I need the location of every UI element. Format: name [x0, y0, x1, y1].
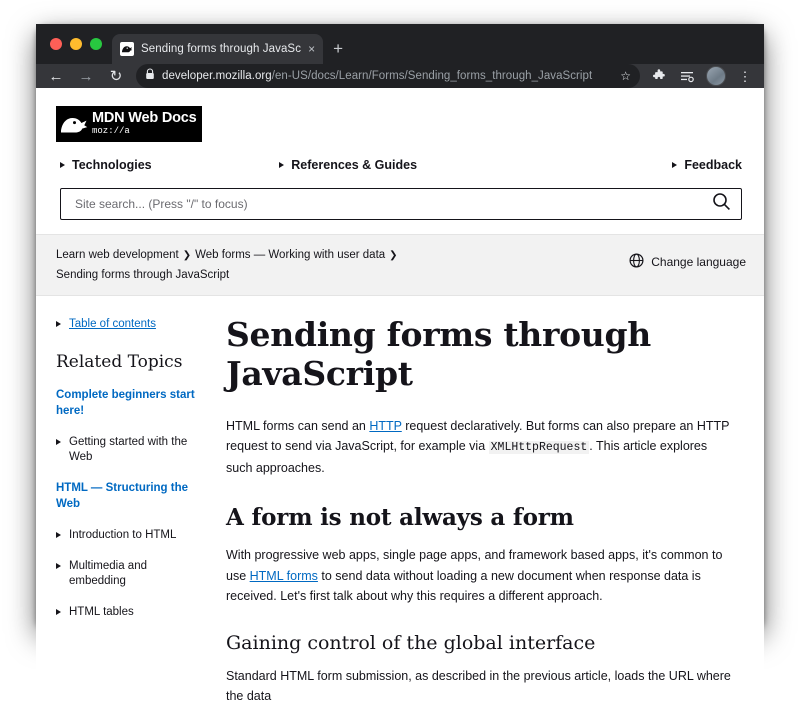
sidebar-item-getting-started-label: Getting started with the Web: [69, 436, 188, 464]
sidebar-item-multimedia-embedding[interactable]: [56, 559, 204, 589]
nav-item-feedback[interactable]: [672, 158, 742, 172]
nav-item-feedback-label: Feedback: [684, 158, 742, 172]
xmlhttprequest-code: XMLHttpRequest: [490, 441, 588, 455]
sidebar-item-multimedia-embedding-label: Multimedia and embedding: [69, 560, 147, 588]
forward-button[interactable]: →: [78, 67, 94, 85]
change-language-label: Change language: [651, 255, 746, 269]
browser-window: [36, 24, 764, 704]
related-topics-title: Related Topics: [56, 352, 183, 373]
caret-right-icon: [56, 563, 61, 569]
caret-right-icon: [60, 162, 65, 168]
html-forms-link[interactable]: HTML forms: [249, 568, 318, 583]
browser-menu-button[interactable]: ⋮: [738, 68, 752, 84]
intro-text-1: HTML forms can send an: [226, 419, 370, 434]
bookmark-star-icon[interactable]: ☆: [620, 69, 631, 83]
sidebar-item-html-structuring[interactable]: HTML — Structuring the Web: [56, 482, 189, 510]
sidebar-item-introduction-to-html[interactable]: [56, 528, 204, 543]
breadcrumb: [56, 245, 402, 285]
breadcrumb-item-0[interactable]: Learn web development: [56, 249, 179, 261]
change-language-button[interactable]: [629, 245, 746, 271]
caret-right-icon: [279, 162, 284, 168]
http-link[interactable]: HTTP: [369, 419, 402, 434]
nav-item-technologies-label: Technologies: [72, 158, 152, 172]
intro-text-3: . This article explores such approaches.: [226, 439, 708, 475]
subsection-heading-global-interface: Gaining control of the global interface: [226, 632, 596, 654]
profile-avatar[interactable]: [706, 66, 726, 86]
browser-tab-title: Sending forms through JavaSc: [141, 43, 302, 55]
address-bar-url: [162, 70, 613, 82]
minimize-window-button[interactable]: [70, 38, 82, 50]
article-intro-paragraph: [226, 416, 736, 478]
breadcrumb-item-1[interactable]: Web forms — Working with user data: [195, 249, 386, 261]
caret-right-icon: [56, 439, 61, 445]
caret-right-icon: [56, 609, 61, 615]
mdn-dino-favicon: [120, 42, 134, 56]
page-title: Sending forms through JavaScript: [226, 315, 651, 394]
breadcrumb-separator: ❯: [389, 250, 398, 261]
new-tab-button[interactable]: +: [333, 39, 344, 58]
mdn-dino-logo-icon: [56, 106, 92, 142]
close-window-button[interactable]: [50, 38, 62, 50]
url-path: /en-US/docs/Learn/Forms/Sending_forms_through_JavaScript: [271, 70, 593, 82]
para2-text-1: With progressive web apps, single page apps, and framework based apps, it's common to use: [226, 548, 723, 583]
browser-tab[interactable]: [112, 34, 323, 64]
mdn-logo-title: MDN Web Docs: [92, 109, 197, 126]
breadcrumb-current: Sending forms through JavaScript: [56, 269, 230, 282]
table-of-contents-toggle[interactable]: [56, 318, 204, 330]
article-paragraph-2: [226, 545, 736, 606]
reading-list-icon[interactable]: [678, 69, 696, 83]
caret-right-icon: [672, 162, 677, 168]
intro-text-2: request declaratively. But forms can also prepare an HTTP request to send via JavaScript, for example via: [226, 419, 730, 454]
sidebar-item-introduction-to-html-label: Introduction to HTML: [69, 529, 177, 542]
address-bar[interactable]: [136, 64, 640, 88]
mdn-main-nav: [54, 158, 746, 172]
mdn-logo[interactable]: [54, 106, 746, 142]
table-of-contents-label: Table of contents: [69, 318, 156, 331]
window-traffic-lights: [44, 24, 112, 64]
site-search[interactable]: [60, 188, 742, 220]
mdn-site-header: [36, 88, 764, 220]
sidebar: [36, 296, 214, 720]
back-button[interactable]: ←: [48, 67, 64, 85]
article-paragraph-3-clipped: Standard HTML form submission, as described in the previous article, loads the URL where the data: [226, 669, 731, 704]
lock-icon: [145, 67, 155, 85]
mdn-logo-subtitle: moz://a: [92, 126, 130, 137]
page-content: [36, 296, 764, 720]
nav-item-references-guides[interactable]: [279, 158, 417, 172]
caret-right-icon: [56, 321, 61, 327]
section-heading-form-not-always-form: A form is not always a form: [226, 504, 574, 532]
globe-icon: [629, 253, 644, 271]
breadcrumb-separator: ❯: [182, 250, 192, 261]
sidebar-item-html-tables-label: HTML tables: [69, 606, 134, 618]
nav-item-references-guides-label: References & Guides: [291, 158, 418, 172]
search-input[interactable]: [73, 196, 712, 212]
maximize-window-button[interactable]: [90, 38, 102, 50]
extensions-icon[interactable]: [650, 69, 668, 83]
sidebar-item-html-tables[interactable]: [56, 605, 204, 620]
url-domain: developer.mozilla.org: [162, 70, 272, 82]
nav-item-technologies[interactable]: [60, 158, 152, 172]
page-viewport: [36, 88, 764, 721]
breadcrumb-bar: [36, 234, 764, 296]
para2-text-2: to send data without loading a new document when response data is received. Let's first talk about why this requires a different approach.: [226, 568, 701, 603]
reload-button[interactable]: ↻: [109, 67, 123, 85]
sidebar-item-getting-started[interactable]: [56, 435, 204, 465]
caret-right-icon: [56, 532, 61, 538]
search-icon[interactable]: [712, 192, 731, 216]
sidebar-item-complete-beginners[interactable]: Complete beginners start here!: [56, 389, 195, 417]
browser-tab-strip: [36, 24, 764, 64]
browser-toolbar: [36, 64, 764, 88]
close-icon[interactable]: ×: [308, 42, 316, 56]
article: [214, 296, 764, 720]
